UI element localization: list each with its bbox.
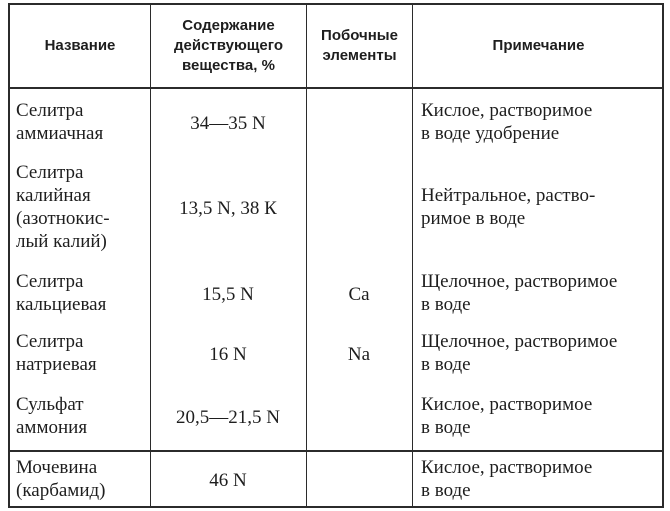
row-6-side-elements bbox=[308, 453, 410, 505]
row-6-note: Кислое, растворимое в воде bbox=[421, 457, 593, 501]
row-1-note: Кислое, растворимое в воде удобрение bbox=[421, 100, 593, 144]
row-2-side-elements bbox=[308, 153, 410, 261]
row-2-name: Селитра калийная (азотнокис- лый калий) bbox=[16, 162, 110, 252]
row-1-name: Селитра аммиачная bbox=[16, 100, 104, 144]
header-note: Примечание bbox=[492, 37, 585, 54]
last-row-divider bbox=[10, 450, 662, 452]
row-5-note: Кислое, растворимое в воде bbox=[421, 394, 593, 438]
header-divider bbox=[10, 87, 662, 89]
row-6-name: Мочевина (карбамид) bbox=[16, 457, 106, 501]
row-3-content: 15,5 N bbox=[202, 283, 254, 305]
row-4-content: 16 N bbox=[209, 343, 247, 365]
fertilizer-table bbox=[8, 3, 664, 508]
row-5-content: 20,5—21,5 N bbox=[176, 406, 280, 428]
header-side-elements: Побочные элементы bbox=[321, 27, 398, 64]
row-2-content: 13,5 N, 38 К bbox=[179, 197, 277, 219]
row-5-side-elements bbox=[308, 385, 410, 447]
header-content: Содержание действующего вещества, % bbox=[174, 17, 283, 74]
row-1-side-elements bbox=[308, 91, 410, 153]
row-4-side-elements: Na bbox=[347, 343, 371, 365]
row-2-note: Нейтральное, раство- римое в воде bbox=[421, 185, 596, 229]
row-3-note: Щелочное, растворимое в воде bbox=[421, 271, 618, 315]
row-1-content: 34—35 N bbox=[190, 112, 266, 134]
row-4-note: Щелочное, растворимое в воде bbox=[421, 331, 618, 375]
header-name: Название bbox=[44, 37, 116, 54]
row-5-name: Сульфат аммония bbox=[16, 394, 88, 438]
row-3-side-elements: Ca bbox=[348, 283, 370, 305]
row-3-name: Селитра кальциевая bbox=[16, 271, 107, 315]
row-6-content: 46 N bbox=[209, 469, 247, 491]
row-4-name: Селитра натриевая bbox=[16, 331, 97, 375]
